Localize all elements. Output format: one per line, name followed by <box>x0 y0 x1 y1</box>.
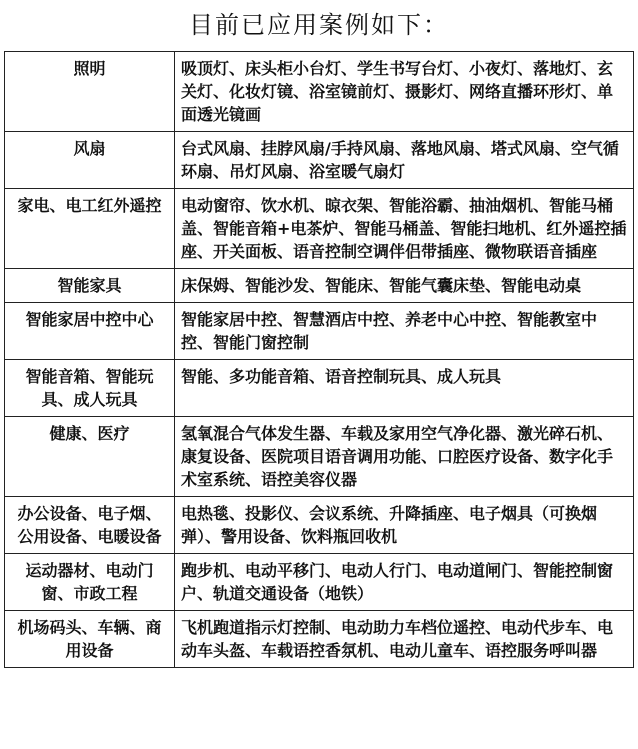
category-cell: 智能家居中控中心 <box>5 303 175 360</box>
table-row <box>5 189 634 269</box>
table-row <box>5 132 634 189</box>
items-cell: 飞机跑道指示灯控制、电动助力车档位遥控、电动代步车、电动车头盔、车载语控香氛机、电动儿童车、语控服务呼叫器 <box>175 611 634 668</box>
page-title: 目前已应用案例如下： <box>189 11 449 39</box>
application-cases-table <box>4 51 634 668</box>
items-cell: 床保姆、智能沙发、智能床、智能气囊床垫、智能电动桌 <box>175 269 634 303</box>
category-cell: 风扇 <box>5 132 175 189</box>
table-row <box>5 497 634 554</box>
category-cell: 运动器材、电动门窗、市政工程 <box>5 554 175 611</box>
items-cell: 电动窗帘、饮水机、晾衣架、智能浴霸、抽油烟机、智能马桶盖、智能音箱+电茶炉、智能马桶盖、智能扫地机、红外遥控插座、开关面板、语音控制空调伴侣带插座、微物联语音插座 <box>175 189 634 269</box>
table-row <box>5 360 634 417</box>
category-cell: 智能家具 <box>5 269 175 303</box>
table-row <box>5 303 634 360</box>
table-row <box>5 554 634 611</box>
table-row <box>5 611 634 668</box>
items-cell: 氢氧混合气体发生器、车载及家用空气净化器、激光碎石机、康复设备、医院项目语音调用功能、口腔医疗设备、数字化手术室系统、语控美容仪器 <box>175 417 634 497</box>
category-cell: 家电、电工红外遥控 <box>5 189 175 269</box>
table-row <box>5 269 634 303</box>
category-cell: 机场码头、车辆、商用设备 <box>5 611 175 668</box>
category-cell: 智能音箱、智能玩具、成人玩具 <box>5 360 175 417</box>
category-cell: 办公设备、电子烟、公用设备、电暖设备 <box>5 497 175 554</box>
category-cell: 照明 <box>5 52 175 132</box>
items-cell: 智能家居中控、智慧酒店中控、养老中心中控、智能教室中控、智能门窗控制 <box>175 303 634 360</box>
items-cell: 吸顶灯、床头柜小台灯、学生书写台灯、小夜灯、落地灯、玄关灯、化妆灯镜、浴室镜前灯、摄影灯、网络直播环形灯、单面透光镜画 <box>175 52 634 132</box>
items-cell: 台式风扇、挂脖风扇/手持风扇、落地风扇、塔式风扇、空气循环扇、吊灯风扇、浴室暖气扇灯 <box>175 132 634 189</box>
items-cell: 智能、多功能音箱、语音控制玩具、成人玩具 <box>175 360 634 417</box>
items-cell: 跑步机、电动平移门、电动人行门、电动道闸门、智能控制窗户、轨道交通设备（地铁） <box>175 554 634 611</box>
category-cell: 健康、医疗 <box>5 417 175 497</box>
table-row <box>5 417 634 497</box>
table-row <box>5 52 634 132</box>
items-cell: 电热毯、投影仪、会议系统、升降插座、电子烟具（可换烟弹）、警用设备、饮料瓶回收机 <box>175 497 634 554</box>
